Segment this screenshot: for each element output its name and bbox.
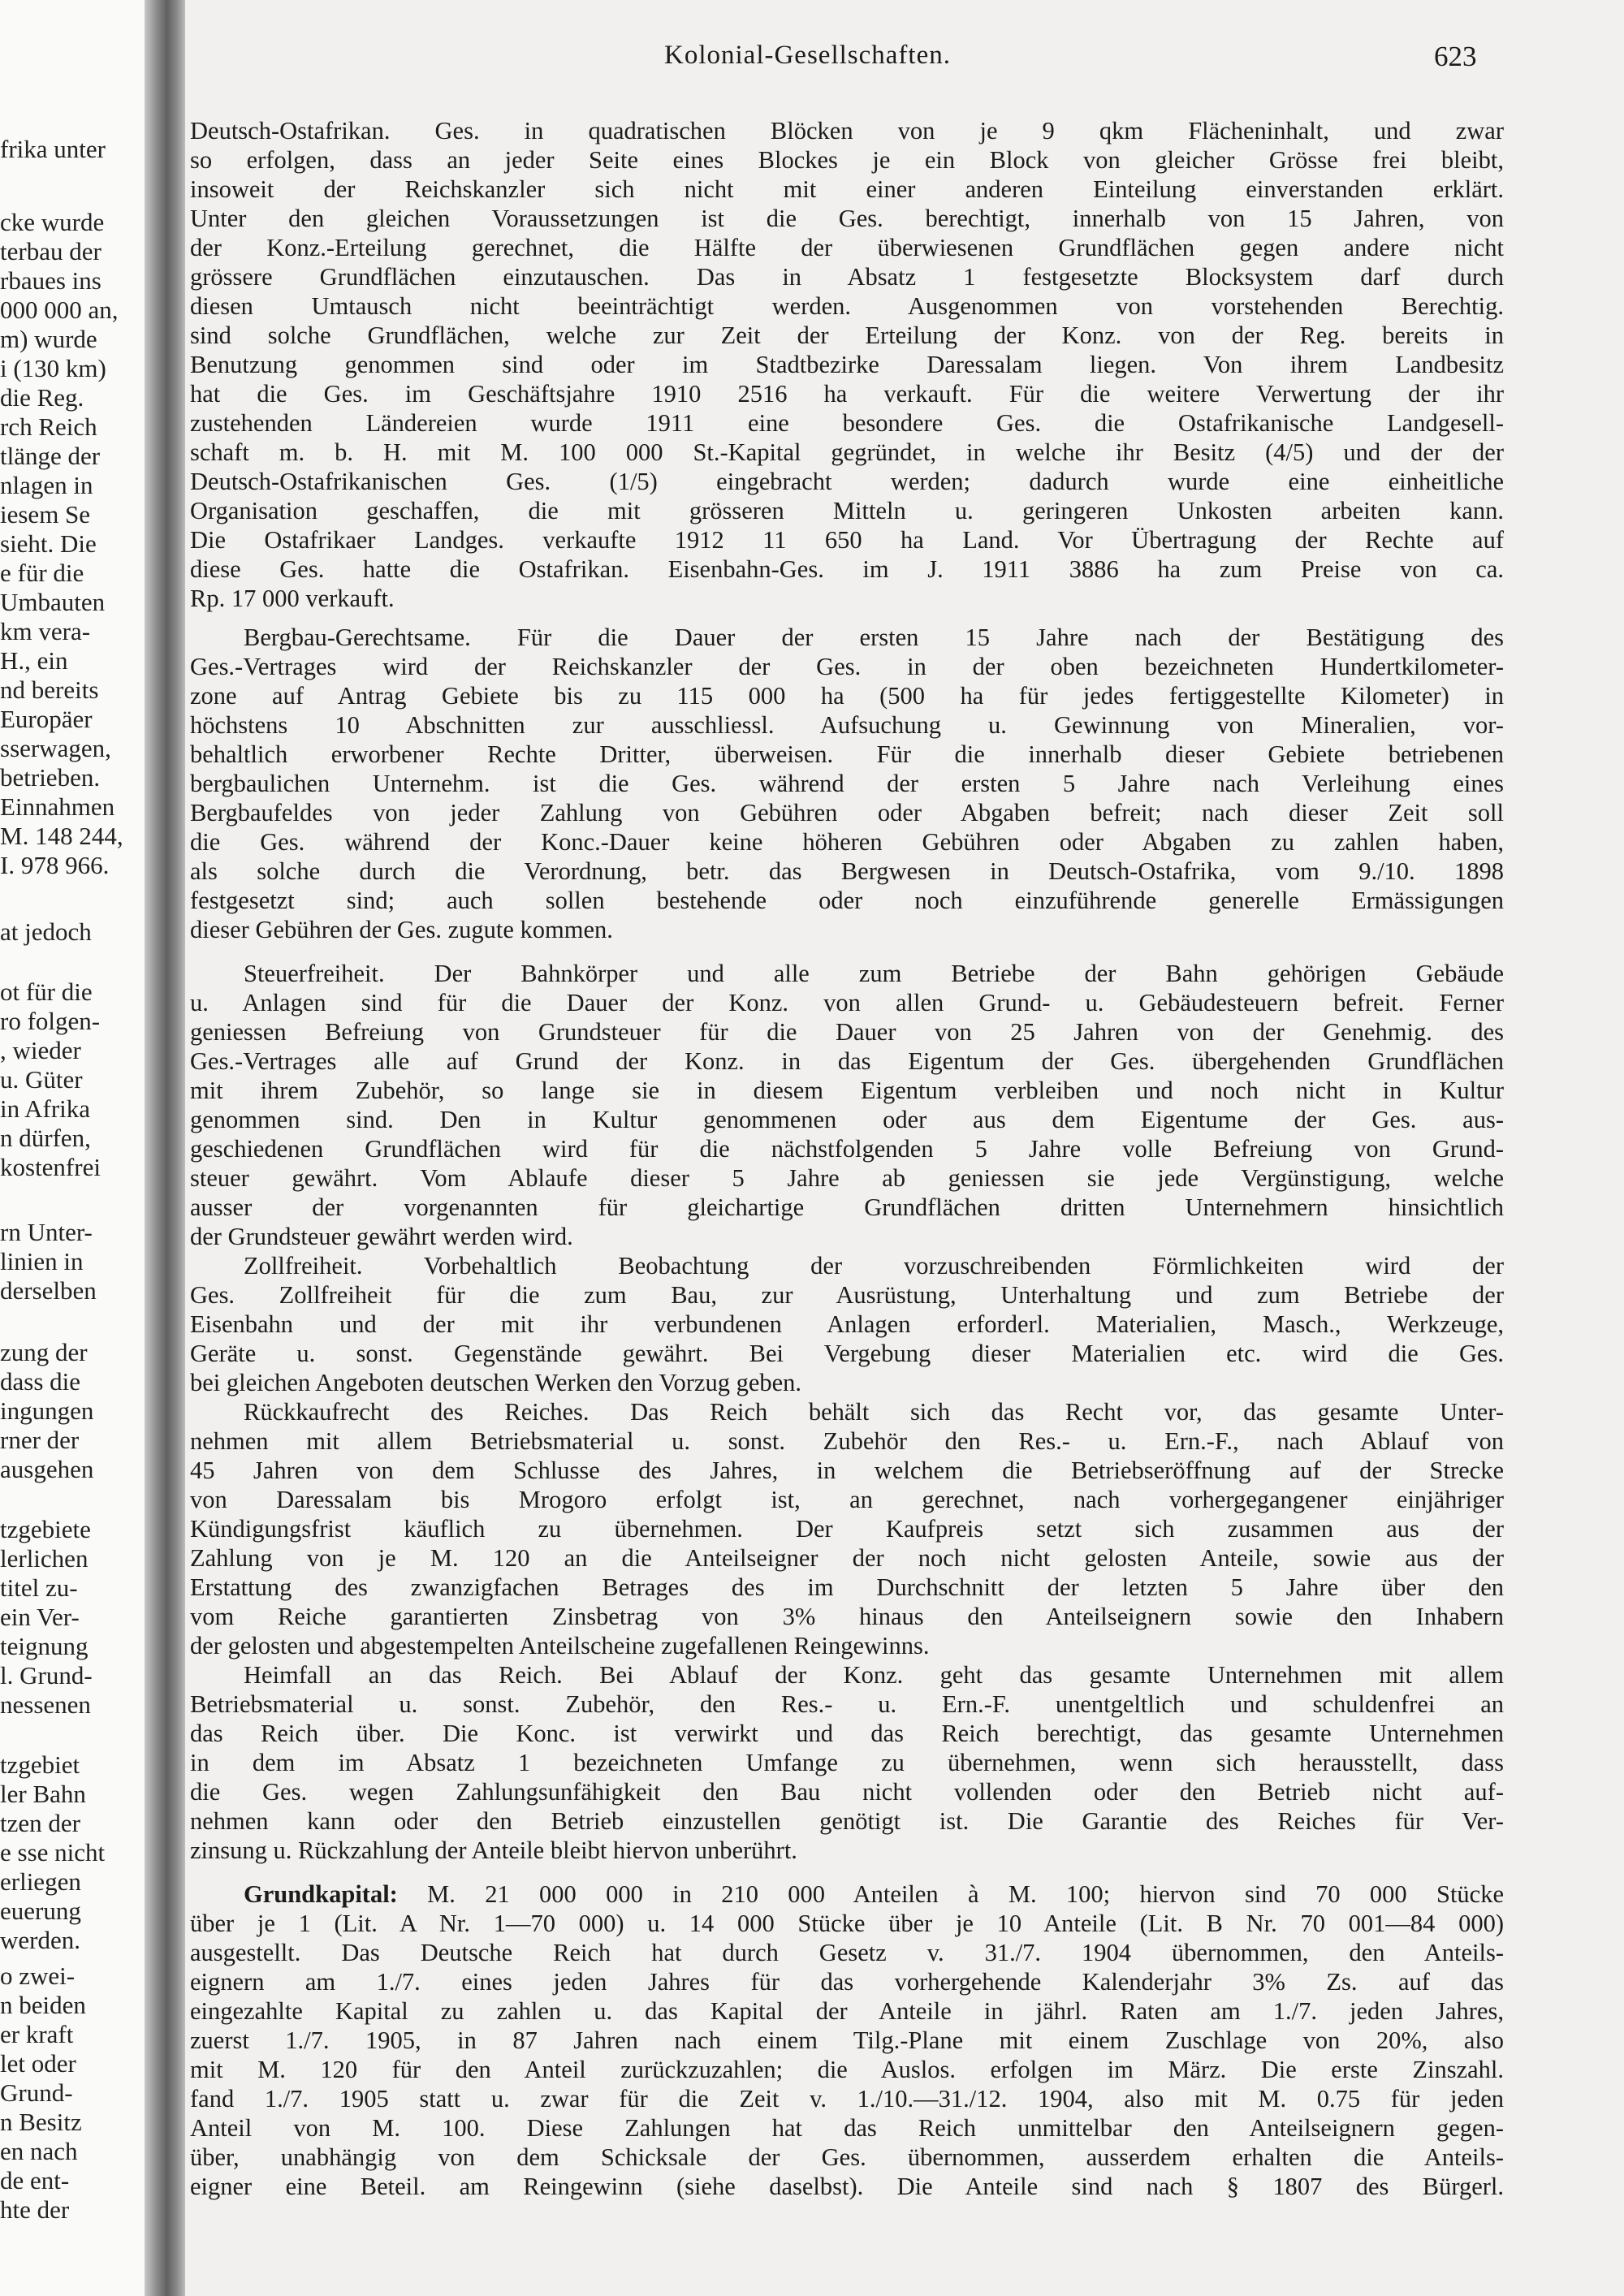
left-page-fragment: ot für die: [0, 978, 93, 1006]
left-page-fragment: er kraft: [0, 2020, 74, 2048]
main-page: [185, 0, 1624, 2296]
left-page-fragment: hte der: [0, 2195, 70, 2224]
text-line: [190, 826, 1504, 857]
text-line-content: geniessen Befreiung von Grundsteuer für die Dauer von 25 Jahren von der Genehmig. des: [190, 1018, 1504, 1046]
text-line: [190, 1221, 1504, 1252]
page-number: 623: [1434, 41, 1477, 72]
left-page-fragment: I. 978 966.: [0, 851, 110, 879]
text-line-content: Benutzung genommen sind oder im Stadtbezirke Daressalam liegen. Von ihrem Landbesitz: [190, 351, 1504, 378]
text-line-content: 45 Jahren von dem Schlusse des Jahres, in welchem die Betriebseröffnung auf der Strecke: [190, 1457, 1504, 1484]
left-page-fragment: sieht. Die: [0, 529, 97, 558]
text-line-content: behaltlich erworbener Rechte Dritter, überweisen. Für die innerhalb dieser Gebiete betriebenen: [190, 740, 1504, 768]
left-page-fragment: Europäer: [0, 705, 93, 733]
text-line: [190, 349, 1504, 380]
text-line: [190, 1280, 1504, 1310]
left-page-fragment: linien in: [0, 1247, 84, 1275]
text-line-content: Die Ostafrikaer Landges. verkaufte 1912 11 650 ha Land. Vor Übertragung der Rechte auf: [190, 526, 1504, 554]
text-line-content: nehmen kann oder den Betrieb einzustellen genötigt ist. Die Garantie des Reiches für Ver-: [190, 1807, 1504, 1835]
left-page-fragment: km vera-: [0, 617, 91, 645]
text-line-content: Erstattung des zwanzigfachen Betrages des im Durchschnitt der letzten 5 Jahre über den: [190, 1573, 1504, 1601]
text-line: [190, 1718, 1504, 1749]
left-page-fragment: nd bereits: [0, 675, 99, 704]
text-line: [190, 1075, 1504, 1106]
text-line-content: zustehenden Ländereien wurde 1911 eine besondere Ges. die Ostafrikanische Landgesell-: [190, 409, 1504, 437]
text-line: [244, 1879, 1504, 1910]
left-page-fragment: cke wurde: [0, 208, 105, 236]
text-line: [190, 232, 1504, 263]
text-line-content: Zahlung von je M. 120 an die Anteilseigner der noch nicht gelosten Anteile, sowie aus der: [190, 1544, 1504, 1572]
text-line-content: mit ihrem Zubehör, so lange sie in diesem Eigentum verbleiben und noch nicht in Kultur: [190, 1077, 1504, 1104]
text-line-content: als solche durch die Verordnung, betr. das Bergwesen in Deutsch-Ostafrika, vom 9./10. 1898: [190, 857, 1504, 885]
left-page-fragment: betrieben.: [0, 763, 101, 792]
text-line: [190, 437, 1504, 468]
text-line-content: Ges.-Vertrages alle auf Grund der Konz. in das Eigentum der Ges. übergehenden Grundflächen: [190, 1047, 1504, 1075]
text-line: [190, 1513, 1504, 1544]
text-line: [190, 378, 1504, 409]
left-page-fragment: nessenen: [0, 1690, 91, 1719]
left-page-fragment: tzgebiete: [0, 1515, 91, 1543]
text-line-content: sind solche Grundflächen, welche zur Zeit der Erteilung der Konz. von der Reg. bereits in: [190, 322, 1504, 349]
left-page-strip: [0, 0, 145, 2296]
left-page-fragment: Einnahmen: [0, 792, 115, 821]
text-line: [190, 1046, 1504, 1077]
text-line: [244, 1659, 1504, 1690]
text-line-content: Kündigungsfrist käuflich zu übernehmen. Der Kaufpreis setzt sich zusammen aus der: [190, 1515, 1504, 1543]
text-line-content: eigner eine Beteil. am Reingewinn (siehe daselbst). Die Anteile sind nach § 1807 des Bürgerl.: [190, 2173, 1504, 2200]
text-line: [190, 524, 1504, 555]
text-line: [190, 1426, 1504, 1457]
text-line: [190, 1747, 1504, 1778]
text-line: [190, 2113, 1504, 2143]
text-line-content: der gelosten und abgestempelten Anteilscheine zugefallenen Reingewinns.: [190, 1632, 930, 1659]
text-line: [190, 1338, 1504, 1369]
text-line-content: der Konz.-Erteilung gerechnet, die Hälfte der überwiesenen Grundflächen gegen andere nicht: [190, 234, 1504, 261]
text-line-content: diesen Umtausch nicht beeinträchtigt werden. Ausgenommen von vorstehenden Berechtig.: [190, 292, 1504, 320]
left-page-fragment: Umbauten: [0, 588, 106, 616]
left-page-fragment: werden.: [0, 1926, 80, 1954]
left-page-fragment: u. Güter: [0, 1065, 83, 1094]
left-page-fragment: iesem Se: [0, 500, 91, 529]
text-line: [190, 1309, 1504, 1340]
text-line: [190, 739, 1504, 770]
text-line-content: mit M. 120 für den Anteil zurückzuzahlen; die Auslos. erfolgen im März. Die erste Zinszahl.: [190, 2056, 1504, 2083]
text-line: [190, 1966, 1504, 1997]
text-line-content: diese Ges. hatte die Ostafrikan. Eisenbahn-Ges. im J. 1911 3886 ha zum Preise von ca.: [190, 555, 1504, 583]
text-line-content: über je 1 (Lit. A Nr. 1—70 000) u. 14 000 Stücke über je 10 Anteile (Lit. B Nr. 70 001—84 000): [190, 1910, 1504, 1937]
left-page-fragment: dass die: [0, 1367, 81, 1396]
text-line-content: ausgestellt. Das Deutsche Reich hat durch Gesetz v. 31./7. 1904 übernommen, den Anteils-: [190, 1939, 1504, 1966]
left-page-fragment: m) wurde: [0, 325, 97, 353]
text-line: [190, 203, 1504, 234]
text-line-content: zone auf Antrag Gebiete bis zu 115 000 ha (500 ha für jedes fertiggestellte Kilometer) in: [190, 682, 1504, 710]
text-line-content: zinsung u. Rückzahlung der Anteile bleibt hiervon unberührt.: [190, 1836, 797, 1864]
text-line: [190, 554, 1504, 585]
text-line-content: Geräte u. sonst. Gegenstände gewährt. Bei Vergebung dieser Materialien etc. wird die Ges.: [190, 1340, 1504, 1367]
text-line: [190, 174, 1504, 205]
text-line-content: steuer gewährt. Vom Ablaufe dieser 5 Jahre ab geniessen sie jede Vergünstigung, welche: [190, 1164, 1504, 1192]
left-page-fragment: n beiden: [0, 1991, 86, 2019]
text-line: [190, 1630, 1504, 1661]
text-line: [190, 1806, 1504, 1836]
left-page-fragment: i (130 km): [0, 354, 106, 382]
text-line-content: die Ges. während der Konc.-Dauer keine höheren Gebühren oder Abgaben zu zahlen haben,: [190, 828, 1504, 856]
left-page-fragment: rbaues ins: [0, 266, 102, 295]
left-page-fragment: frika unter: [0, 135, 106, 163]
text-line: [190, 1484, 1504, 1515]
left-page-fragment: tlänge der: [0, 442, 101, 470]
text-line-content: in dem im Absatz 1 bezeichneten Umfange zu übernehmen, wenn sich herausstellt, dass: [190, 1749, 1504, 1776]
left-page-fragment: ein Ver-: [0, 1603, 80, 1631]
left-page-fragment: e sse nicht: [0, 1838, 106, 1867]
left-page-fragment: nlagen in: [0, 471, 93, 499]
left-page-fragment: rn Unter-: [0, 1218, 93, 1246]
text-line: [190, 1163, 1504, 1193]
left-page-fragment: l. Grund-: [0, 1661, 93, 1690]
left-page-fragment: zung der: [0, 1338, 88, 1366]
text-line: [190, 1937, 1504, 1968]
left-page-fragment: M. 148 244,: [0, 822, 123, 850]
text-line: [190, 2025, 1504, 2056]
page-header: [185, 41, 1624, 81]
text-line-content: M. 21 000 000 in 210 000 Anteilen à M. 100; hiervon sind 70 000 Stücke: [397, 1880, 1504, 1908]
text-line-content: eignern am 1./7. eines jeden Jahres für das vorhergehende Kalenderjahr 3% Zs. auf das: [190, 1968, 1504, 1996]
left-page-fragment: ingungen: [0, 1396, 94, 1425]
text-line: [190, 768, 1504, 799]
text-line: [190, 261, 1504, 292]
left-page-fragment: teignung: [0, 1632, 89, 1660]
text-line: [190, 1133, 1504, 1164]
text-line-content: Eisenbahn und der mit ihr verbundenen Anlagen erforderl. Materialien, Masch., Werkzeuge,: [190, 1310, 1504, 1338]
text-line-content: hat die Ges. im Geschäftsjahre 1910 2516 ha verkauft. Für die weitere Verwertung der ihr: [190, 380, 1504, 408]
left-page-fragment: tzen der: [0, 1809, 80, 1837]
left-page-fragment: tzgebiet: [0, 1750, 80, 1779]
left-page-fragment: die Reg.: [0, 383, 84, 412]
left-page-fragment: rch Reich: [0, 412, 97, 441]
text-line: [190, 1455, 1504, 1486]
text-line-content: Rp. 17 000 verkauft.: [190, 585, 395, 612]
text-line: [244, 1396, 1504, 1427]
text-line-content: Deutsch-Ostafrikan. Ges. in quadratischen Blöcken von je 9 qkm Flächeninhalt, und zwar: [190, 117, 1504, 145]
left-page-fragment: rner der: [0, 1426, 80, 1454]
left-page-fragment: sserwagen,: [0, 734, 111, 762]
text-line: [190, 797, 1504, 828]
text-line: [190, 1104, 1504, 1135]
text-line: [190, 583, 1504, 614]
left-page-fragment: e für die: [0, 559, 84, 587]
left-page-fragment: o zwei-: [0, 1962, 76, 1990]
text-line: [190, 651, 1504, 682]
text-line-content: Anteil von M. 100. Diese Zahlungen hat das Reich unmittelbar den Anteilseignern gegen-: [190, 2114, 1504, 2142]
text-line-content: genommen sind. Den in Kultur genommenen oder aus dem Eigentume der Ges. aus-: [190, 1106, 1504, 1133]
text-line: [244, 958, 1504, 989]
text-line-content: Heimfall an das Reich. Bei Ablauf der Konz. geht das gesamte Unternehmen mit allem: [244, 1661, 1504, 1689]
text-line: [190, 856, 1504, 887]
text-line-content: Organisation geschaffen, die mit grösseren Mitteln u. geringeren Unkosten arbeiten kann.: [190, 497, 1504, 524]
text-line: [190, 1996, 1504, 2026]
text-line-content: Steuerfreiheit. Der Bahnkörper und alle zum Betriebe der Bahn gehörigen Gebäude: [244, 960, 1504, 987]
left-page-fragment: n Besitz: [0, 2108, 82, 2136]
left-page-fragment: ausgehen: [0, 1455, 94, 1483]
text-line-content: Zollfreiheit. Vorbehaltlich Beobachtung der vorzuschreibenden Förmlichkeiten wird der: [244, 1252, 1504, 1280]
running-title: Kolonial-Gesellschaften.: [664, 41, 951, 70]
left-page-fragment: terbau der: [0, 237, 102, 265]
text-line: [190, 495, 1504, 526]
left-page-fragment: en nach: [0, 2137, 78, 2165]
text-line-content: vom Reiche garantierten Zinsbetrag von 3% hinaus den Anteilseignern sowie den Inhabern: [190, 1603, 1504, 1630]
left-page-fragment: kostenfrei: [0, 1153, 101, 1181]
text-line: [244, 622, 1504, 653]
text-line-content: insoweit der Reichskanzler sich nicht mit einer anderen Einteilung einverstanden erklärt.: [190, 175, 1504, 203]
text-line-content: geschiedenen Grundflächen wird für die nächstfolgenden 5 Jahre volle Befreiung von Grund-: [190, 1135, 1504, 1163]
text-line: [190, 710, 1504, 740]
text-line-content: Ges.-Vertrages wird der Reichskanzler der Ges. in der oben bezeichneten Hundertkilometer-: [190, 653, 1504, 680]
text-line-content: Bergbau-Gerechtsame. Für die Dauer der ersten 15 Jahre nach der Bestätigung des: [244, 624, 1504, 651]
text-line: [190, 1689, 1504, 1720]
section-heading: Grundkapital:: [244, 1880, 398, 1908]
text-line: [190, 1016, 1504, 1047]
text-line: [190, 1601, 1504, 1632]
text-line-content: bei gleichen Angeboten deutschen Werken den Vorzug geben.: [190, 1369, 802, 1396]
text-line: [190, 2083, 1504, 2114]
left-page-fragment: in Afrika: [0, 1094, 91, 1123]
text-line: [244, 1250, 1504, 1281]
text-line: [190, 885, 1504, 916]
text-line-content: dieser Gebühren der Ges. zugute kommen.: [190, 916, 613, 943]
left-page-fragment: n dürfen,: [0, 1124, 91, 1152]
left-page-fragment: Grund-: [0, 2078, 73, 2107]
text-line-content: grössere Grundflächen einzutauschen. Das in Absatz 1 festgesetzte Blocksystem darf durch: [190, 263, 1504, 291]
left-page-fragment: 000 000 an,: [0, 296, 119, 324]
left-page-fragment: at jedoch: [0, 917, 92, 946]
text-line-content: bergbaulichen Unternehm. ist die Ges. während der ersten 5 Jahre nach Verleihung eines: [190, 770, 1504, 797]
text-line: [190, 987, 1504, 1018]
text-line-content: Unter den gleichen Voraussetzungen ist die Ges. berechtigt, innerhalb von 15 Jahren, von: [190, 205, 1504, 232]
left-page-fragment: titel zu-: [0, 1573, 78, 1602]
book-spine: [145, 0, 185, 2296]
text-line-content: fand 1./7. 1905 statt u. zwar für die Zeit v. 1./10.—31./12. 1904, also mit M. 0.75 für jeden: [190, 2085, 1504, 2113]
text-line: [190, 1908, 1504, 1939]
text-line-content: Betriebsmaterial u. sonst. Zubehör, den Res.- u. Ern.-F. unentgeltlich und schuldenfrei an: [190, 1690, 1504, 1718]
text-line-content: eingezahlte Kapital zu zahlen u. das Kapital der Anteile in jährl. Raten am 1./7. jeden Jahres,: [190, 1997, 1504, 2025]
text-line: [190, 1367, 1504, 1398]
text-line: [190, 408, 1504, 438]
text-line-content: Rückkaufrecht des Reiches. Das Reich behält sich das Recht vor, das gesamte Unter-: [244, 1398, 1504, 1426]
text-line-content: so erfolgen, dass an jeder Seite eines Blockes je ein Block von gleicher Grösse frei bleibt,: [190, 146, 1504, 174]
text-line: [190, 115, 1504, 146]
text-line-content: von Daressalam bis Mrogoro erfolgt ist, an gerechnet, nach vorhergegangener einjähriger: [190, 1486, 1504, 1513]
text-line-content: über, unabhängig von dem Schicksale der Ges. übernommen, ausserdem erhalten die Anteils-: [190, 2143, 1504, 2171]
text-line: [190, 466, 1504, 497]
text-line: [190, 2054, 1504, 2085]
text-line: [190, 1776, 1504, 1807]
text-line: [190, 680, 1504, 711]
text-line: [190, 145, 1504, 175]
text-line: [190, 914, 1504, 945]
left-page-fragment: lerlichen: [0, 1544, 89, 1573]
left-page-fragment: euerung: [0, 1897, 81, 1925]
text-line-content: die Ges. wegen Zahlungsunfähigkeit den Bau nicht vollenden oder den Betrieb nicht auf-: [190, 1778, 1504, 1806]
left-page-fragment: erliegen: [0, 1867, 81, 1896]
left-page-fragment: de ent-: [0, 2166, 70, 2195]
text-line-content: nehmen mit allem Betriebsmaterial u. sonst. Zubehör den Res.- u. Ern.-F., nach Ablauf von: [190, 1427, 1504, 1455]
text-line: [190, 320, 1504, 351]
text-line-content: zuerst 1./7. 1905, in 87 Jahren nach einem Tilg.-Plane mit einem Zuschlage von 20%, also: [190, 2026, 1504, 2054]
text-line-content: der Grundsteuer gewährt werden wird.: [190, 1223, 573, 1250]
text-line: [190, 2171, 1504, 2202]
left-page-fragment: , wieder: [0, 1036, 81, 1064]
text-line: [190, 1192, 1504, 1223]
text-line: [190, 2142, 1504, 2173]
left-page-fragment: ler Bahn: [0, 1780, 86, 1808]
left-page-fragment: derselben: [0, 1276, 97, 1305]
text-line-content: u. Anlagen sind für die Dauer der Konz. von allen Grund- u. Gebäudesteuern befreit. Ferner: [190, 989, 1504, 1016]
text-line: [190, 1835, 1504, 1866]
text-line-content: Ges. Zollfreiheit für die zum Bau, zur Ausrüstung, Unterhaltung und zum Betriebe der: [190, 1281, 1504, 1309]
text-line: [190, 1572, 1504, 1603]
text-line-content: höchstens 10 Abschnitten zur ausschliessl. Aufsuchung u. Gewinnung von Mineralien, vor-: [190, 711, 1504, 739]
text-line-content: festgesetzt sind; auch sollen bestehende oder noch einzuführende generelle Ermässigungen: [190, 887, 1504, 914]
text-line-content: schaft m. b. H. mit M. 100 000 St.-Kapital gegründet, in welche ihr Besitz (4/5) und der der: [190, 438, 1504, 466]
text-line: [190, 1543, 1504, 1573]
text-line-content: Deutsch-Ostafrikanischen Ges. (1/5) eingebracht werden; dadurch wurde eine einheitliche: [190, 468, 1504, 495]
text-line-content: das Reich über. Die Konc. ist verwirkt und das Reich berechtigt, das gesamte Unternehmen: [190, 1720, 1504, 1747]
text-line-content: ausser der vorgenannten für gleichartige Grundflächen dritten Unternehmern hinsichtlich: [190, 1193, 1504, 1221]
left-page-fragment: ro folgen-: [0, 1007, 101, 1035]
left-page-fragment: let oder: [0, 2049, 76, 2078]
text-line-content: Bergbaufeldes von jeder Zahlung von Gebühren oder Abgaben befreit; nach dieser Zeit soll: [190, 799, 1504, 826]
left-page-fragment: H., ein: [0, 646, 68, 675]
text-line: [190, 291, 1504, 322]
